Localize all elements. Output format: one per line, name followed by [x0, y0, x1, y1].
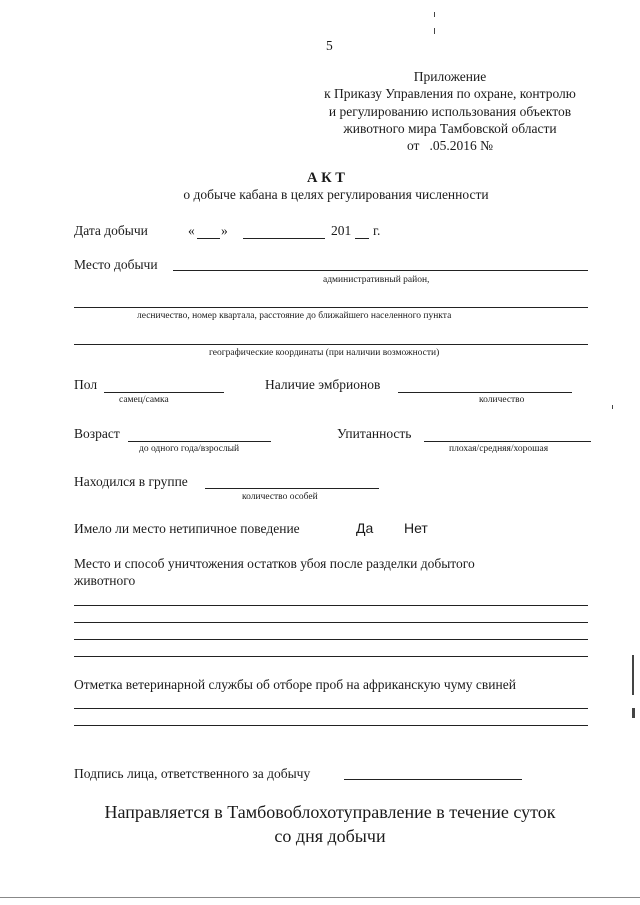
- vet-field-line-2[interactable]: [74, 725, 588, 726]
- sex-field[interactable]: [104, 392, 224, 393]
- group-label: Находился в группе: [74, 474, 188, 489]
- remains-label-line2: животного: [74, 573, 136, 588]
- remains-field-line-4[interactable]: [74, 656, 588, 657]
- scan-edge-mark: [632, 655, 634, 695]
- signature-field[interactable]: [344, 779, 522, 780]
- year-field[interactable]: [355, 238, 369, 239]
- appendix-line-5: от .05.2016 №: [406, 138, 494, 154]
- group-field[interactable]: [205, 488, 379, 489]
- sex-label: Пол: [74, 377, 98, 392]
- appendix-line-1: Приложение: [413, 69, 487, 84]
- remains-field-line-1[interactable]: [74, 605, 588, 606]
- embryos-hint: количество: [479, 395, 525, 405]
- age-hint: до одного года/взрослый: [139, 444, 240, 454]
- embryos-label: Наличие эмбрионов: [265, 377, 381, 392]
- document-title: А К Т: [307, 170, 345, 186]
- appendix-block: [290, 68, 610, 154]
- behavior-label: Имело ли место нетипичное поведение: [74, 521, 300, 536]
- vet-field-line-1[interactable]: [74, 708, 588, 709]
- day-field[interactable]: [197, 238, 220, 239]
- document-subtitle: о добыче кабана в целях регулирования численности: [183, 187, 489, 202]
- embryos-field[interactable]: [398, 392, 572, 393]
- age-label: Возраст: [74, 426, 120, 441]
- date-label: Дата добычи: [74, 223, 148, 238]
- coordinates-field[interactable]: [74, 344, 588, 345]
- age-field[interactable]: [128, 441, 271, 442]
- behavior-yes-option[interactable]: Да: [356, 520, 374, 536]
- footer-line-2: со дня добычи: [274, 826, 386, 846]
- date-open-quote: «: [188, 223, 195, 238]
- place-hint-coordinates: географические координаты (при наличии возможности): [209, 348, 440, 358]
- scan-speck: [434, 28, 435, 34]
- date-year-suffix: г.: [373, 223, 381, 238]
- place-hint-district: административный район,: [323, 275, 430, 285]
- date-year-prefix: 201: [331, 223, 352, 238]
- sex-hint: самец/самка: [119, 395, 169, 405]
- fatness-field[interactable]: [424, 441, 591, 442]
- footer-note: [0, 800, 640, 848]
- signature-label: Подпись лица, ответственного за добычу: [74, 766, 311, 781]
- fatness-hint: плохая/средняя/хорошая: [449, 444, 549, 454]
- remains-field-line-3[interactable]: [74, 639, 588, 640]
- scan-speck: [434, 12, 435, 17]
- appendix-line-3: и регулированию использования объектов: [328, 103, 572, 119]
- scan-speck: [612, 405, 613, 409]
- date-close-quote: »: [221, 223, 228, 238]
- remains-label-line1: Место и способ уничтожения остатков убоя после разделки добытого: [74, 556, 475, 571]
- appendix-line-2: к Приказу Управления по охране, контролю: [324, 86, 576, 102]
- vet-label: Отметка ветеринарной службы об отборе проб на африканскую чуму свиней: [74, 677, 516, 692]
- scan-edge-mark: [632, 708, 635, 718]
- scan-bottom-edge: [0, 897, 640, 898]
- footer-line-1: Направляется в Тамбовоблохотуправление в течение суток: [104, 802, 556, 822]
- appendix-line-4: животного мира Тамбовской области: [343, 120, 557, 136]
- forestry-field[interactable]: [74, 307, 588, 308]
- place-hint-forestry: лесничество, номер квартала, расстояние до ближайшего населенного пункта: [137, 311, 452, 321]
- behavior-no-option[interactable]: Нет: [404, 520, 428, 536]
- remains-field-line-2[interactable]: [74, 622, 588, 623]
- place-field[interactable]: [173, 270, 588, 271]
- place-label: Место добычи: [74, 257, 158, 272]
- fatness-label: Упитанность: [337, 426, 412, 441]
- page-number: 5: [326, 38, 333, 53]
- group-hint: количество особей: [242, 492, 318, 502]
- month-field[interactable]: [243, 238, 325, 239]
